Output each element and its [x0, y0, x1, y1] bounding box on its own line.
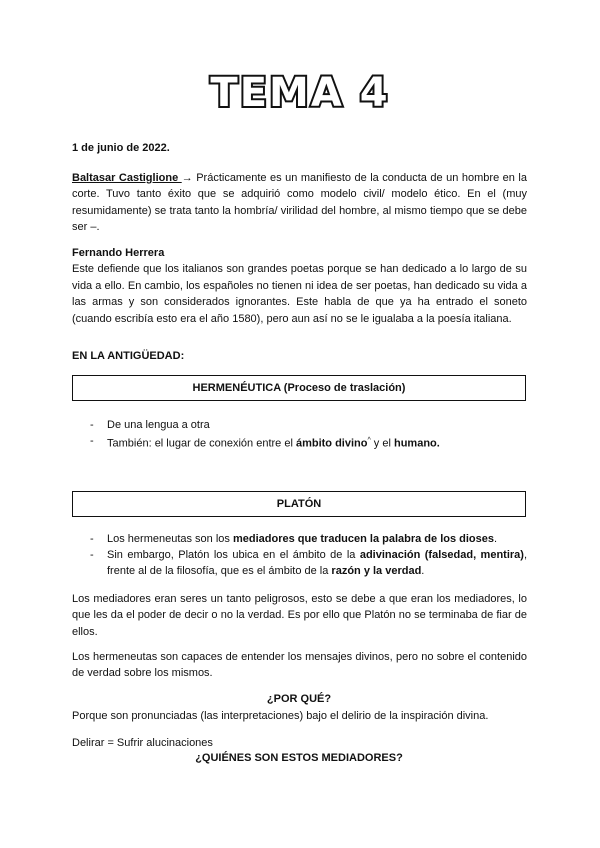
- list-item: - Sin embargo, Platón los ubica en el ámbito de la adivinación (falsedad, mentira), frente al de la filosofía, que es el ámbito de la razón y la verdad.: [72, 547, 527, 579]
- herrera-text: Este defiende que los italianos son grandes poetas porque se han dedicado a lo largo de su vida a ello. En cambio, los españoles no tienen ni idea de ser poetas, han dedicado su vida a las armas y son considerados ignorantes. Este habla de que ya ha entrado el soneto (cuando escribía esto era el año 1580), pero aun así no se le igualaba a la poesía italiana.: [72, 263, 527, 325]
- herrera-name: Fernando Herrera: [72, 247, 165, 259]
- hermeneutas-paragraph: Los hermeneutas son capaces de entender los mensajes divinos, pero no sobre el contenido de verdad sobre los mismos.: [72, 651, 527, 680]
- por-que-text: Porque son pronunciadas (las interpretaciones) bajo el delirio de la inspiración divina.: [72, 710, 489, 722]
- quienes-heading: ¿QUIÉNES SON ESTOS MEDIADORES?: [195, 752, 403, 764]
- hermeneutica-list: [72, 417, 527, 452]
- castiglione-paragraph: [72, 170, 527, 236]
- platon-list: [72, 531, 527, 579]
- castiglione-text: Prácticamente es un manifiesto de la conducta de un hombre en la corte. Tuvo tanto éxito que se adquirió como modelo civil/ modelo ético. En el (muy resumidamente) se trata tanto la hombría/ virilidad del hombre, al mismo tiempo que se debe ser –.: [72, 172, 527, 234]
- herrera-paragraph: [72, 245, 527, 327]
- castiglione-name: Baltasar Castiglione: [72, 172, 182, 184]
- list-item: - De una lengua a otra: [72, 417, 527, 433]
- hermeneutica-box: HERMENÉUTICA (Proceso de traslación): [72, 375, 526, 401]
- antiguedad-heading: EN LA ANTIGÜEDAD:: [72, 350, 185, 362]
- mediadores-paragraph: Los mediadores eran seres un tanto peligrosos, esto se debe a que eran los mediadores, lo que les da el poder de decir o no la verdad. Es por ello que Platón no se terminaba de fiar de ellos.: [72, 593, 527, 638]
- list-item: - Los hermeneutas son los mediadores que traducen la palabra de los dioses.: [72, 531, 527, 547]
- arrow-glyph: →: [181, 172, 193, 184]
- platon-box: PLATÓN: [72, 491, 526, 517]
- list-item: - También: el lugar de conexión entre el ámbito divino^ y el humano.: [72, 433, 527, 452]
- por-que-heading: ¿POR QUÉ?: [266, 693, 332, 705]
- page-title: TEMA 4: [210, 70, 390, 116]
- date-line: 1 de junio de 2022.: [72, 142, 170, 154]
- delirar-line: Delirar = Sufrir alucinaciones: [72, 737, 213, 749]
